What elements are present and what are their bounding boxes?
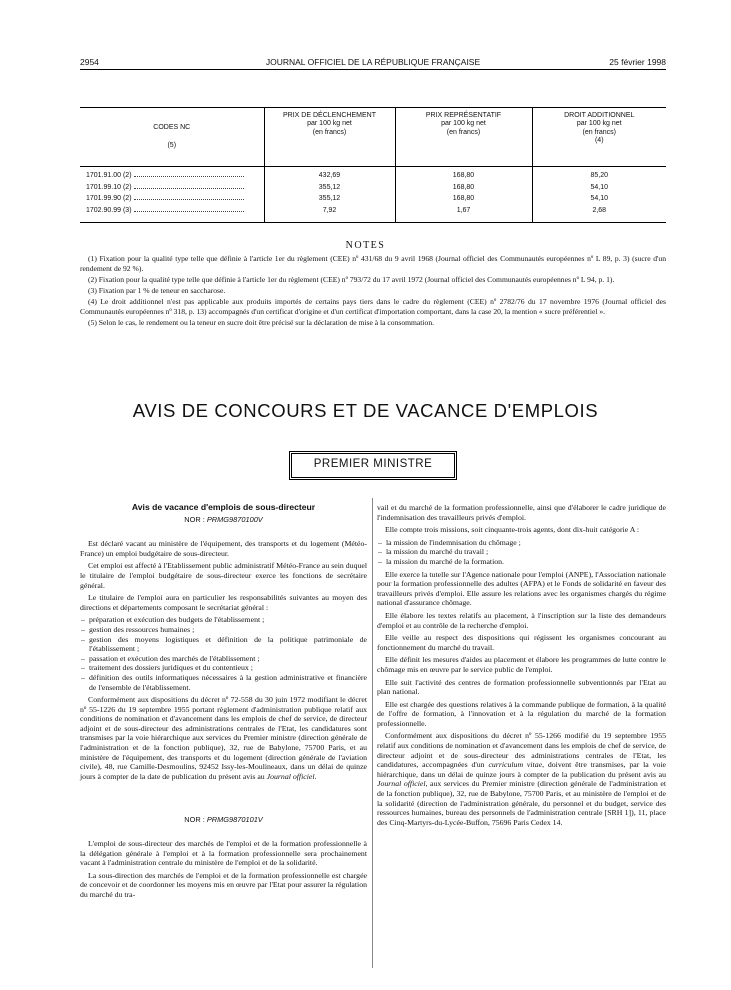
list-item: – la mission du marché de la formation. bbox=[377, 557, 666, 567]
additional-duty-cell: 2,68 bbox=[532, 205, 666, 223]
additional-duty-cell: 54,10 bbox=[532, 193, 666, 205]
list-item: – définition des outils informatiques nécessaires à la gestion administrative et financière de l'ensemble de l'établissement. bbox=[80, 673, 367, 692]
table-row bbox=[80, 182, 666, 194]
representative-price-cell: 168,80 bbox=[395, 182, 532, 194]
paragraph: L'emploi de sous-directeur des marchés de l'emploi et de la formation professionnelle à la délégation générale à l'emploi et à la formation professionnelle sera prochainement vacant à l'administration centrale du ministère de l'emploi et de la solidarité. bbox=[80, 839, 367, 868]
representative-price-cell: 168,80 bbox=[395, 167, 532, 182]
note-item: (4) Le droit additionnel n'est pas applicable aux produits importés de certains pays tiers dans le cadre du règlement (CEE) nº 2782/76 du 17 novembre 1976 (Journal officiel des Communautés européennes nº 318, p. 13) accompagnés d'un certificat d'origine et d'un certificat d'importation comportant, dans la case 20, la mention « sucre préférentiel ». bbox=[80, 297, 666, 317]
paragraph: Elle compte trois missions, soit cinquante-trois agents, dont dix-huit catégorie A : bbox=[385, 525, 640, 535]
paragraph: Elle suit l'activité des centres de formation professionnelle subventionnés par l'Etat au plan national. bbox=[377, 677, 666, 697]
header-trigger-price: PRIX DE DÉCLENCHEMENT par 100 kg net (en francs) bbox=[264, 108, 395, 167]
missions-list bbox=[377, 538, 666, 567]
representative-price-cell: 168,80 bbox=[395, 193, 532, 205]
journal-title: JOURNAL OFFICIEL DE LA RÉPUBLIQUE FRANÇAISE bbox=[265, 57, 481, 67]
paragraph: Elle élabore les textes relatifs au placement, à l'inscription sur la liste des demandeurs d'emploi et au contrôle de la recherche d'emploi. bbox=[377, 610, 666, 630]
section-heading: AVIS DE CONCOURS ET DE VACANCE D'EMPLOIS bbox=[132, 400, 599, 421]
additional-duty-cell: 85,20 bbox=[532, 167, 666, 182]
page-number: 2954 bbox=[80, 57, 99, 67]
leader-dots bbox=[134, 188, 244, 189]
trigger-price-cell: 355,12 bbox=[264, 193, 395, 205]
note-item: (1) Fixation pour la qualité type telle que définie à l'article 1er du règlement (CEE) nº 431/68 du 9 avril 1968 (Journal officiel des Communautés européennes nº L 89, p. 3) (sucre d'un rendement de 92 %). bbox=[80, 254, 666, 273]
paragraph: Conformément aux dispositions du décret nº 72-558 du 30 juin 1972 modifiant le décret nº 55-1226 du 19 septembre 1955 portant règlement d'administration publique relatif aux conditions de nomination et d'avancement dans les emplois de chef de service, de directeur adjoint et de sous-directeur des administrations centrales de l'Etat, les candidatures sont transmises par la voie hiérarchique aux services du Premier ministre (direction générale de l'administration et de la fonction publique), 32, rue de Babylone, 75700 Paris, et au ministère de l'équipement, des transports et du logement (direction générale de l'aviation civile), 48, rue Camille-Desmoulins, 92452 Issy-les-Moulineaux, dans un délai de quinze jours à compter de la date de publication du présent avis au Journal officiel. bbox=[80, 695, 367, 781]
trigger-price-cell: 432,69 bbox=[264, 167, 395, 182]
table-header-row bbox=[80, 108, 666, 167]
nc-code: 1702.90.99 (3) bbox=[86, 206, 132, 214]
paragraph: Le titulaire de l'emploi aura en particulier les responsabilités suivantes au moyen des directions et départements composant le secrétariat général : bbox=[80, 593, 367, 612]
header-representative-price: PRIX REPRÉSENTATIF par 100 kg net (en francs) bbox=[395, 108, 532, 167]
paragraph: Elle définit les mesures d'aides au placement et élabore les programmes de lutte contre le chômage mis en œuvre par le service public de l'emploi. bbox=[377, 655, 666, 674]
notes-list bbox=[80, 254, 666, 330]
list-item: – gestion des moyens logistiques et définition de la politique patrimoniale de l'établissement ; bbox=[80, 635, 367, 654]
note-item: (3) Fixation par 1 % de teneur en saccharose. bbox=[88, 286, 226, 296]
paragraph: Conformément aux dispositions du décret nº 55-1266 modifié du 19 septembre 1955 relatif aux conditions de nomination et d'avancement dans les emplois de chef de service, de directeur adjoint et de sous-directeur des administrations centrales de l'Etat, les candidatures, accompagnées d'un curriculum vitae, doivent être transmises, par la voie hiérarchique, dans un délai de quinze jours à compter de la publication du présent avis au Journal officiel, aux services du Premier ministre (direction générale de l'administration et de la fonction publique), 32, rue de Babylone, 75700 Paris, et au ministère de l'emploi et de la solidarité (direction de l'administration générale, du personnel et du budget, service des ressources humaines, bureau des personnels de l'administration centrale [SRH 1]), 11, place des Cinq-Martyrs-du-Lycée-Buffon, 75696 Paris Cedex 14. bbox=[377, 731, 666, 827]
tariff-table bbox=[80, 107, 666, 223]
list-item: – passation et exécution des marchés de l'établissement ; bbox=[80, 654, 367, 664]
header-codes-nc: CODES NC (5) bbox=[80, 108, 264, 167]
trigger-price-cell: 7,92 bbox=[264, 205, 395, 223]
list-item: – préparation et exécution des budgets de l'établissement ; bbox=[80, 615, 367, 625]
nor-reference: NOR : PRMG9870101V bbox=[184, 815, 263, 825]
list-item: – la mission de l'indemnisation du chômage ; bbox=[377, 538, 666, 548]
notes-title: NOTES bbox=[345, 240, 386, 251]
list-item: – gestion des ressources humaines ; bbox=[80, 625, 367, 635]
paragraph: Elle veille au respect des dispositions qui régissent les organismes concourant au fonctionnement du marché du travail. bbox=[377, 633, 666, 652]
paragraph: Elle est chargée des questions relatives à la commande publique de formation, à la qualité de l'offre de formation, à l'innovation et à la régulation du marché de la formation professionnelle. bbox=[377, 699, 666, 728]
table-row bbox=[80, 205, 666, 223]
ministry-name: PREMIER MINISTRE bbox=[313, 458, 433, 470]
leader-dots bbox=[134, 199, 244, 200]
leader-dots bbox=[134, 211, 244, 212]
table-row bbox=[80, 193, 666, 205]
column-divider bbox=[372, 498, 373, 968]
nc-code: 1701.99.90 (2) bbox=[86, 195, 132, 202]
issue-date: 25 février 1998 bbox=[609, 57, 666, 67]
paragraph: Cet emploi est affecté à l'Etablissement public administratif Météo-France au sein duquel le titulaire de l'emploi budgétaire de sous-directeur exerce les fonctions de secrétaire général. bbox=[80, 561, 367, 590]
paragraph: La sous-direction des marchés de l'emploi et de la formation professionnelle est chargée de concevoir et de coordonner les moyens mis en œuvre par l'Etat pour assurer la régulation du marché du tra- bbox=[80, 870, 367, 899]
note-item: (2) Fixation pour la qualité type telle que définie à l'article 1er du règlement (CEE) nº 793/72 du 17 avril 1972 (Journal officiel des Communautés européennes nº L 94, p. 1). bbox=[88, 274, 615, 284]
paragraph: vail et du marché de la formation professionnelle, ainsi que d'élaborer le cadre juridique de l'indemnisation des travailleurs privés d'emploi. bbox=[377, 503, 666, 522]
left-column bbox=[80, 503, 367, 903]
table-row bbox=[80, 167, 666, 182]
trigger-price-cell: 355,12 bbox=[264, 182, 395, 194]
nc-code: 1701.91.00 (2) bbox=[86, 172, 132, 179]
right-column bbox=[377, 503, 666, 830]
notice-title: Avis de vacance d'emplois de sous-directeur bbox=[131, 502, 316, 512]
list-item: – la mission du marché du travail ; bbox=[377, 547, 666, 557]
list-item: – traitement des dossiers juridiques et du contentieux ; bbox=[80, 663, 367, 673]
paragraph: Est déclaré vacant au ministère de l'équipement, des transports et du logement (Météo-France) un emploi budgétaire de sous-directeur. bbox=[80, 539, 367, 558]
note-item: (5) Selon le cas, le rendement ou la teneur en sucre doit être précisé sur la déclaration de mise à la consommation. bbox=[88, 318, 435, 328]
header-additional-duty: DROIT ADDITIONNEL par 100 kg net (en francs) (4) bbox=[532, 108, 666, 167]
additional-duty-cell: 54,10 bbox=[532, 182, 666, 194]
nor-reference: NOR : PRMG9870100V bbox=[184, 514, 263, 524]
leader-dots bbox=[134, 176, 244, 177]
responsibilities-list bbox=[80, 615, 367, 692]
nc-code: 1701.99.10 (2) bbox=[86, 183, 132, 191]
representative-price-cell: 1,67 bbox=[395, 205, 532, 223]
header-rule bbox=[80, 69, 666, 70]
paragraph: Elle exerce la tutelle sur l'Agence nationale pour l'emploi (ANPE), l'Association nationale pour la formation professionnelle des adultes (AFPA) et le Fonds de solidarité en faveur des travailleurs privés d'emploi. Elle assure les relations avec les organismes chargés du régime national d'assurance chômage. bbox=[377, 569, 666, 608]
